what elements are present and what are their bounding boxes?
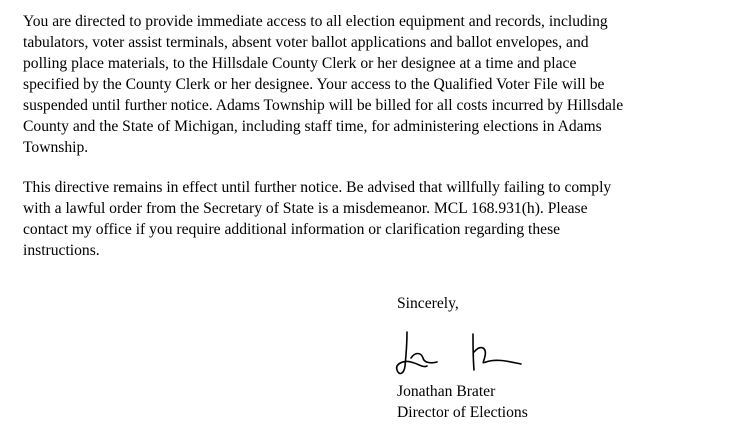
signer-name: Jonathan Brater <box>397 383 496 400</box>
directive-paragraph <box>23 11 723 158</box>
paragraph-line: contact my office if you require additional information or clarification regarding these <box>23 221 561 238</box>
paragraph-line: tabulators, voter assist terminals, absent voter ballot applications and ballot envelopes, and <box>23 34 589 51</box>
paragraph-line: You are directed to provide immediate access to all election equipment and records, including <box>23 13 608 30</box>
signer-title: Director of Elections <box>397 404 528 421</box>
paragraph-line: specified by the County Clerk or her designee. Your access to the Qualified Voter File will be <box>23 76 605 93</box>
paragraph-line: instructions. <box>23 242 100 259</box>
paragraph-line: suspended until further notice. Adams Township will be billed for all costs incurred by Hillsdale <box>23 97 624 114</box>
paragraph-line: Township. <box>23 139 89 156</box>
paragraph-line: County and the State of Michigan, including staff time, for administering elections in Adams <box>23 118 602 135</box>
paragraph-line: polling place materials, to the Hillsdale County Clerk or her designee at a time and place <box>23 55 577 72</box>
paragraph-line: with a lawful order from the Secretary of State is a misdemeanor. MCL 168.931(h). Please <box>23 200 588 217</box>
handwritten-signature <box>393 322 533 382</box>
misdemeanor-warning-paragraph <box>23 177 723 261</box>
signer-block <box>397 381 528 423</box>
paragraph-line: This directive remains in effect until further notice. Be advised that willfully failing to comply <box>23 179 612 196</box>
closing-salutation: Sincerely, <box>397 295 459 312</box>
